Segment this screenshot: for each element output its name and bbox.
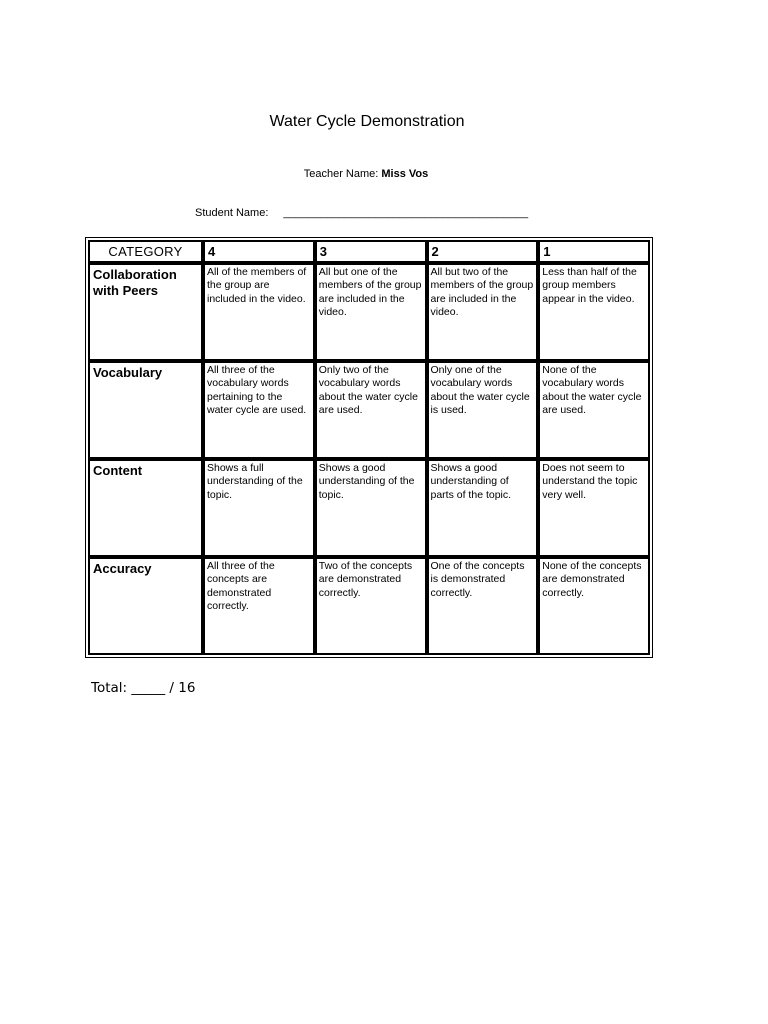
table-cell: One of the concepts is demonstrated correctly. xyxy=(428,558,538,654)
header-score-2: 2 xyxy=(428,241,538,262)
table-cell: All but two of the members of the group are included in the video. xyxy=(428,264,538,360)
row-category-accuracy: Accuracy xyxy=(89,558,202,654)
table-cell: Less than half of the group members appear in the video. xyxy=(539,264,649,360)
table-cell: Only one of the vocabulary words about the water cycle is used. xyxy=(428,362,538,458)
header-category: CATEGORY xyxy=(89,241,202,262)
teacher-name-label: Teacher Name: xyxy=(303,168,379,180)
total-label: Total: xyxy=(91,680,128,696)
row-category-vocabulary: Vocabulary xyxy=(89,362,202,458)
table-cell: All three of the concepts are demonstrated correctly. xyxy=(204,558,314,654)
table-cell: None of the concepts are demonstrated correctly. xyxy=(539,558,649,654)
total-score-line xyxy=(91,680,195,696)
table-cell: Does not seem to understand the topic very well. xyxy=(539,460,649,556)
student-name-label: Student Name: xyxy=(195,207,269,219)
row-category-collaboration: Collaboration with Peers xyxy=(89,264,202,360)
total-blank: _____ xyxy=(131,680,166,696)
table-cell: Shows a full understanding of the topic. xyxy=(204,460,314,556)
table-cell: Two of the concepts are demonstrated correctly. xyxy=(316,558,426,654)
table-cell: All but one of the members of the group are included in the video. xyxy=(316,264,426,360)
student-name-blank: ________________________________________ xyxy=(283,207,529,219)
teacher-name-line xyxy=(0,168,732,180)
header-score-3: 3 xyxy=(316,241,426,262)
table-cell: All of the members of the group are included in the video. xyxy=(204,264,314,360)
student-name-line xyxy=(195,207,528,219)
document-title: Water Cycle Demonstration xyxy=(269,113,465,130)
table-cell: Shows a good understanding of parts of the topic. xyxy=(428,460,538,556)
table-row xyxy=(89,460,649,556)
rubric-table xyxy=(85,237,653,658)
table-cell: None of the vocabulary words about the water cycle are used. xyxy=(539,362,649,458)
header-score-4: 4 xyxy=(204,241,314,262)
table-cell: All three of the vocabulary words pertaining to the water cycle are used. xyxy=(204,362,314,458)
table-row xyxy=(89,362,649,458)
row-category-content: Content xyxy=(89,460,202,556)
header-score-1: 1 xyxy=(539,241,649,262)
table-row xyxy=(89,558,649,654)
table-cell: Only two of the vocabulary words about the water cycle are used. xyxy=(316,362,426,458)
teacher-name-value: Miss Vos xyxy=(381,168,429,180)
table-cell: Shows a good understanding of the topic. xyxy=(316,460,426,556)
rubric-header-row xyxy=(89,241,649,262)
table-row xyxy=(89,264,649,360)
total-max: / 16 xyxy=(169,680,196,696)
